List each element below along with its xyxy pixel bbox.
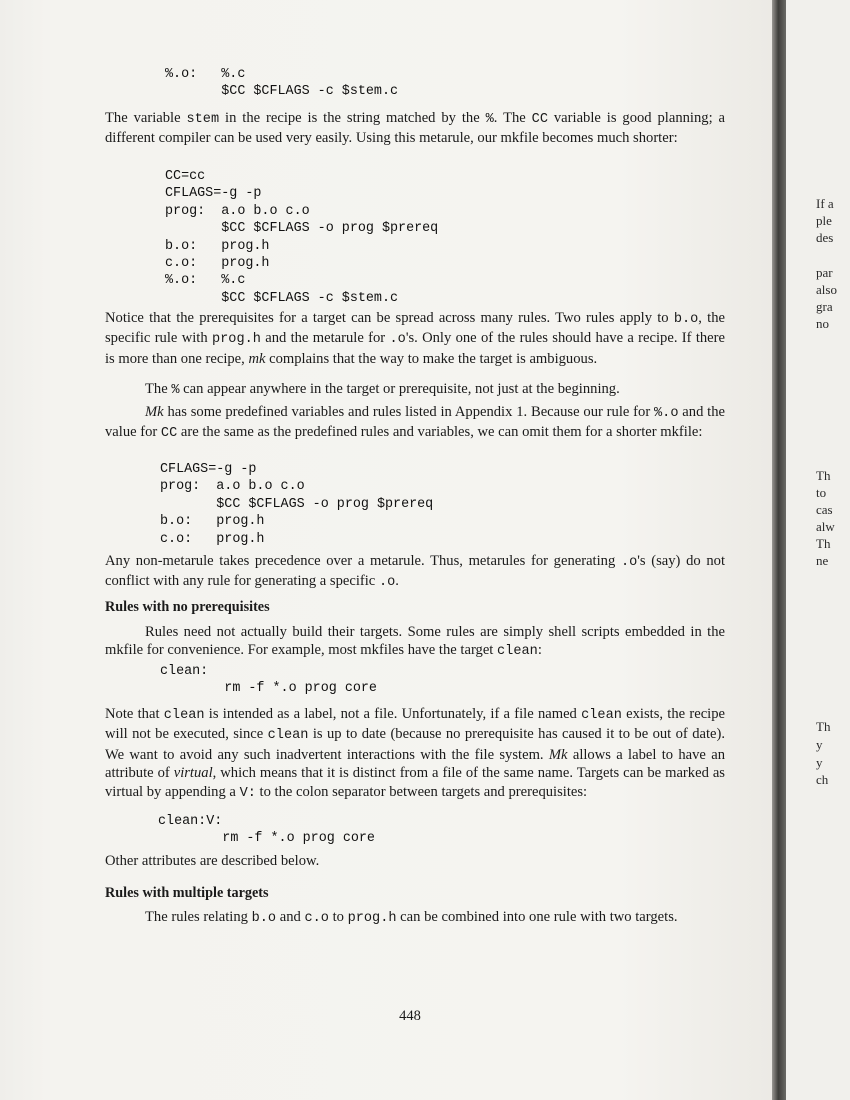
text-fragment: also	[816, 282, 837, 297]
code-clean-rule: clean: rm -f *.o prog core	[160, 664, 377, 697]
text-fragment: y	[816, 755, 823, 770]
code-predefined-mkfile: CFLAGS=-g -p prog: a.o b.o c.o $CC $CFLAGS -o prog $prereq b.o: prog.h c.o: prog.h	[160, 462, 434, 547]
text-fragment: no	[816, 316, 829, 331]
text-fragment: Th	[816, 719, 831, 734]
text-fragment: to	[816, 485, 827, 500]
heading-multiple-targets: Rules with multiple targets	[105, 885, 269, 901]
code-metarule: %.o: %.c $CC $CFLAGS -c $stem.c	[165, 67, 399, 100]
text-fragment: gra	[816, 299, 833, 314]
code-clean-virtual-rule: clean:V: rm -f *.o prog core	[158, 814, 375, 847]
paragraph-predefined-rules: Mk has some predefined variables and rules listed in Appendix 1. Because our rule for %.o and the value for CC are the same as the predefined rules and variables, we can omit them for a shorter mkfile:	[105, 404, 726, 442]
paragraph-prerequisites-spread: Notice that the prerequisites for a target can be spread across many rules. Two rules apply to b.o, the specific rule with prog.h and the metarule for .o's. Only one of the rules should have a recipe. If there is more than one recipe, mk complains that the way to make the target is ambiguous.	[105, 310, 725, 367]
text-fragment: Th	[816, 536, 831, 551]
page-number: 448	[399, 1008, 421, 1024]
heading-no-prerequisites: Rules with no prerequisites	[105, 599, 270, 615]
paragraph-shell-scripts: Rules need not actually build their targets. Some rules are simply shell scripts embedded in the mkfile for convenience. For example, most mkfiles have the target clean:	[105, 624, 725, 660]
text-fragment: y	[816, 737, 823, 752]
paragraph-virtual-label: Note that clean is intended as a label, not a file. Unfortunately, if a file named clean exists, the recipe will not be executed, since clean is up to date (because no prerequisite has caused it to be out of date). We want to avoid any such inadvertent interactions with the file system. Mk allows a label to have an attribute of virtual, which means that it is distinct from a file of the same name. Targets can be marked as virtual by appending a V: to the colon separator between targets and prerequisites:	[105, 706, 726, 801]
paragraph-stem-variable: The variable stem in the recipe is the string matched by the %. The CC variable is good planning; a different compiler can be used very easily. Using this metarule, our mkfile becomes much shorter:	[105, 110, 726, 147]
text-fragment: ne	[816, 553, 829, 568]
paragraph-non-metarule: Any non-metarule takes precedence over a metarule. Thus, metarules for generating .o's (say) do not conflict with any rule for generating a specific .o.	[105, 553, 726, 591]
text-fragment: ple	[816, 213, 832, 228]
text-fragment: cas	[816, 502, 833, 517]
text-fragment: Th	[816, 468, 831, 483]
adjacent-page-edge	[786, 0, 850, 1100]
book-gutter	[772, 0, 786, 1100]
text-fragment: alw	[816, 519, 835, 534]
paragraph-other-attributes: Other attributes are described below.	[105, 853, 320, 869]
text-fragment: If a	[816, 196, 834, 211]
code-shorter-mkfile: CC=cc CFLAGS=-g -p prog: a.o b.o c.o $CC $CFLAGS -o prog $prereq b.o: prog.h c.o: prog.h %.o: %.c $CC $CFLAGS -c $stem.c	[165, 169, 439, 306]
text-fragment: des	[816, 230, 834, 245]
text-fragment: ch	[816, 772, 829, 787]
text-fragment: par	[816, 265, 833, 280]
paragraph-combined-rules: The rules relating b.o and c.o to prog.h can be combined into one rule with two targets.	[145, 909, 678, 926]
paragraph-percent-anywhere: The % can appear anywhere in the target or prerequisite, not just at the beginning.	[145, 381, 620, 398]
